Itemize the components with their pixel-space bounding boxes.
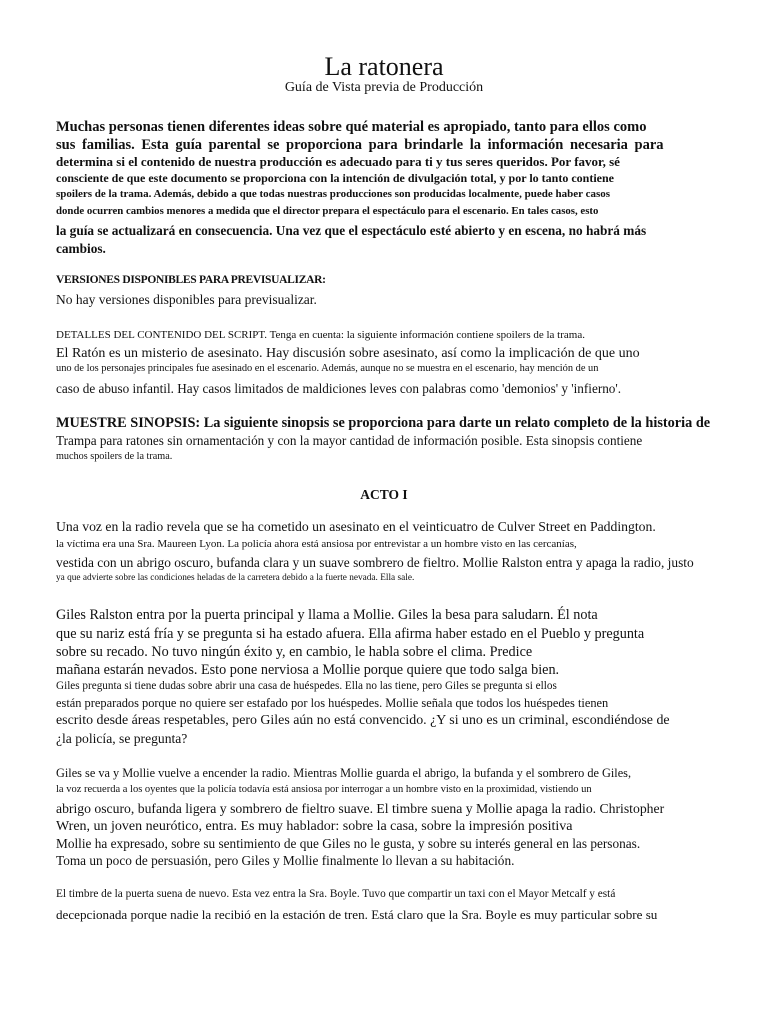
script-details-heading: DETALLES DEL CONTENIDO DEL SCRIPT. Tenga en cuenta: la siguiente información contiene spoilers de la trama.: [56, 329, 585, 341]
intro-line: cambios.: [56, 241, 106, 256]
synopsis-heading: MUESTRE SINOPSIS: La siguiente sinopsis se proporciona para darte un relato completo de la historia de: [56, 415, 711, 431]
paragraph-line: Una voz en la radio revela que se ha cometido un asesinato en el veinticuatro de Culver Street en Paddington.: [56, 519, 656, 534]
versions-heading: VERSIONES DISPONIBLES PARA PREVISUALIZAR:: [56, 274, 326, 286]
paragraph-line: mañana estarán nevados. Esto pone nerviosa a Mollie porque quiere que todo salga bien.: [56, 662, 560, 678]
paragraph-line: Wren, un joven neurótico, entra. Es muy hablador: sobre la casa, sobre la impresión positiva: [56, 819, 573, 834]
intro-line: la guía se actualizará en consecuencia. Una vez que el espectáculo esté abierto y en escena, no habrá más: [56, 223, 647, 238]
paragraph-line: la voz recuerda a los oyentes que la policía todavía está ansiosa por interrogar a un hombre visto en la proximidad, vistiendo un: [56, 784, 592, 795]
paragraph-line: la víctima era una Sra. Maureen Lyon. La policía ahora está ansiosa por entrevistar a un hombre visto en las cercanías,: [56, 538, 577, 550]
synopsis-intro-line: Trampa para ratones sin ornamentación y con la mayor cantidad de información posible. Esta sinopsis contiene: [56, 433, 643, 448]
paragraph-line: ¿la policía, se pregunta?: [56, 731, 188, 746]
document-title: La ratonera: [324, 52, 444, 81]
paragraph-line: sobre su recado. No tuvo ningún éxito y, en cambio, le habla sobre el clima. Predice: [56, 644, 533, 660]
intro-line: spoilers de la trama. Además, debido a que todas nuestras producciones son producidas localmente, puede haber casos: [56, 188, 611, 200]
paragraph-line: decepcionada porque nadie la recibió en la estación de tren. Está claro que la Sra. Boyle es muy particular sobre su: [56, 907, 658, 922]
document-subtitle: Guía de Vista previa de Producción: [284, 80, 484, 95]
paragraph-line: Giles pregunta si tiene dudas sobre abrir una casa de huéspedes. Ella no las tiene, pero Giles se pregunta si ellos: [56, 680, 557, 692]
script-details-line: uno de los personajes principales fue asesinado en el escenario. Además, aunque no se muestra en el escenario, hay mención de un: [56, 363, 599, 374]
act-heading: ACTO I: [360, 487, 408, 502]
paragraph-line: están preparados porque no quiere ser estafado por los huéspedes. Mollie señala que todos los huéspedes tienen: [56, 696, 609, 710]
paragraph-line: ya que advierte sobre las condiciones heladas de la carretera debido a la fuerte nevada. Ella sale.: [56, 573, 415, 583]
paragraph-line: escrito desde áreas respetables, pero Giles aún no está convencido. ¿Y si uno es un criminal, escondiéndose de: [56, 713, 670, 728]
intro-line: consciente de que este documento se proporciona con la intención de divulgación total, y por lo tanto contiene: [56, 171, 614, 185]
synopsis-intro-line: muchos spoilers de la trama.: [56, 451, 173, 462]
versions-text: No hay versiones disponibles para previsualizar.: [56, 292, 317, 307]
paragraph-line: abrigo oscuro, bufanda ligera y sombrero de fieltro suave. El timbre suena y Mollie apaga la radio. Christopher: [56, 801, 665, 816]
paragraph-line: Mollie ha expresado, sobre su sentimiento de que Giles no le gusta, y sobre su interés general en las personas.: [56, 836, 641, 851]
paragraph-line: Toma un poco de persuasión, pero Giles y Mollie finalmente lo llevan a su habitación.: [56, 853, 515, 868]
script-details-line: caso de abuso infantil. Hay casos limitados de maldiciones leves con palabras como 'demonios' y 'infierno'.: [56, 381, 622, 396]
paragraph-line: Giles se va y Mollie vuelve a encender la radio. Mientras Mollie guarda el abrigo, la bufanda y el sombrero de Giles,: [56, 766, 632, 780]
script-details-line: El Ratón es un misterio de asesinato. Hay discusión sobre asesinato, así como la implicación de que uno: [56, 346, 640, 361]
paragraph-line: Giles Ralston entra por la puerta principal y llama a Mollie. Giles la besa para saludarn. Él nota: [56, 607, 598, 623]
intro-line: sus familias. Esta guía parental se proporciona para brindarle la información necesaria para: [56, 137, 664, 153]
intro-line: determina si el contenido de nuestra producción es adecuado para ti y tus seres queridos. Por favor, sé: [56, 154, 620, 169]
paragraph-line: vestida con un abrigo oscuro, bufanda clara y un suave sombrero de fieltro. Mollie Ralston entra y apaga la radio, justo: [56, 555, 694, 570]
paragraph-line: El timbre de la puerta suena de nuevo. Esta vez entra la Sra. Boyle. Tuvo que compartir un taxi con el Mayor Metcalf y está: [56, 888, 616, 900]
paragraph-line: que su nariz está fría y se pregunta si ha estado afuera. Ella afirma haber estado en el Pueblo y pregunta: [56, 626, 645, 642]
intro-line: donde ocurren cambios menores a medida que el director prepara el espectáculo para el escenario. En tales casos, esto: [56, 205, 599, 217]
intro-line: Muchas personas tienen diferentes ideas sobre qué material es apropiado, tanto para ellos como: [56, 119, 647, 135]
